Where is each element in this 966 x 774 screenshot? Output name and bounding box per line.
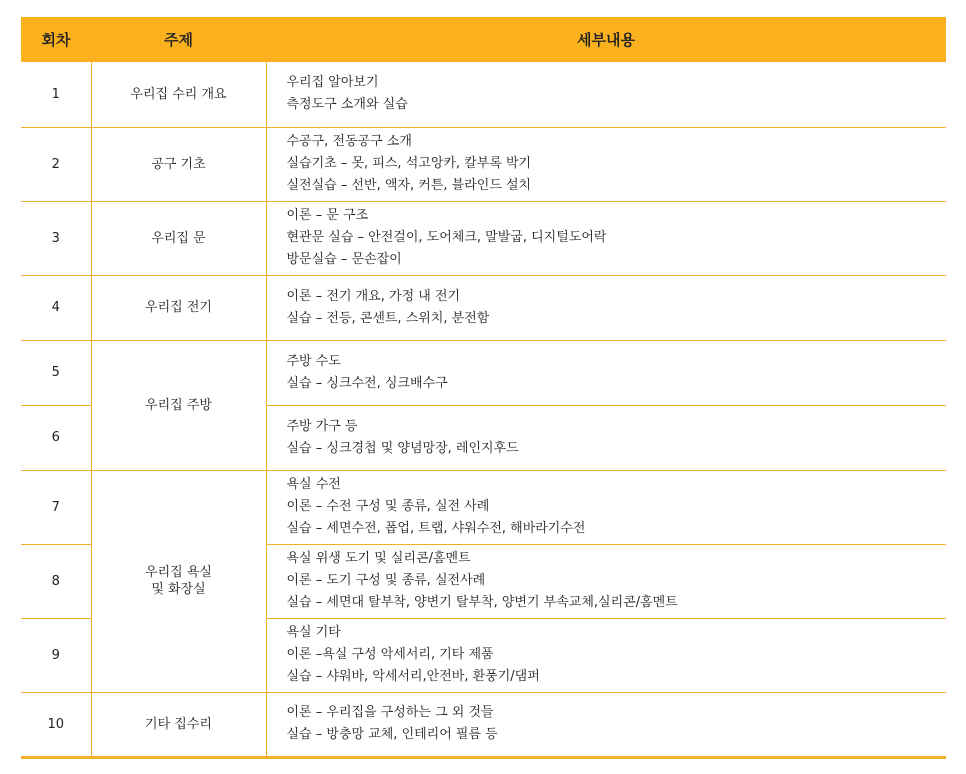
detail-line: 실습 – 세면대 탈부착, 양변기 탈부착, 양변기 부속교체,실리콘/홈멘트 <box>286 595 678 610</box>
detail-line: 현관문 실습 – 안전걸이, 도어체크, 말발굽, 디지털도어락 <box>286 230 607 245</box>
table-row <box>21 340 946 405</box>
detail-line: 욕실 위생 도기 및 실리콘/홈멘트 <box>286 551 471 566</box>
table-row <box>21 692 946 757</box>
detail-cell <box>266 201 946 275</box>
detail-line: 우리집 알아보기 <box>286 75 379 91</box>
table-row <box>21 62 946 127</box>
detail-cell <box>266 405 946 470</box>
header-session: 회차 <box>21 17 91 62</box>
topic-cell: 우리집 주방 <box>91 340 266 470</box>
session-number: 8 <box>21 544 91 618</box>
header-detail: 세부내용 <box>266 17 946 62</box>
detail-line: 실습기초 – 못, 피스, 석고앙카, 칼부록 박기 <box>286 156 532 171</box>
session-number: 9 <box>21 618 91 692</box>
detail-cell <box>266 340 946 405</box>
detail-line: 실습 – 싱크경첩 및 양념망장, 레인지후드 <box>286 440 519 456</box>
topic-cell: 우리집 전기 <box>91 275 266 340</box>
session-number: 2 <box>21 127 91 201</box>
detail-line: 측정도구 소개와 실습 <box>286 97 408 113</box>
detail-line: 욕실 기타 <box>286 625 341 640</box>
detail-cell <box>266 62 946 127</box>
detail-line: 실습 – 샤워바, 악세서리,안전바, 환풍기/댐퍼 <box>286 669 540 684</box>
curriculum-table <box>21 17 946 759</box>
detail-cell <box>266 544 946 618</box>
session-number: 3 <box>21 201 91 275</box>
curriculum-table-container <box>21 17 946 759</box>
topic-cell: 우리집 수리 개요 <box>91 62 266 127</box>
detail-line: 이론 – 도기 구성 및 종류, 실전사례 <box>286 573 486 588</box>
detail-line: 실전실습 – 선반, 액자, 커튼, 블라인드 설치 <box>286 178 532 193</box>
detail-line: 주방 가구 등 <box>286 418 358 434</box>
detail-line: 이론 – 전기 개요, 가정 내 전기 <box>286 288 461 304</box>
session-number: 5 <box>21 340 91 405</box>
detail-line: 주방 수도 <box>286 353 341 369</box>
header-topic: 주제 <box>91 17 266 62</box>
detail-line: 실습 – 전등, 콘센트, 스위치, 분전함 <box>286 310 490 326</box>
detail-cell <box>266 275 946 340</box>
session-number: 4 <box>21 275 91 340</box>
detail-line: 이론 –욕실 구성 악세서리, 기타 제품 <box>286 647 494 662</box>
detail-line: 실습 – 싱크수전, 싱크배수구 <box>286 375 448 391</box>
topic-cell <box>91 470 266 692</box>
detail-line: 수공구, 전동공구 소개 <box>286 134 412 149</box>
detail-line: 실습 – 세면수전, 폽업, 트랩, 샤워수전, 해바라기수전 <box>286 521 586 536</box>
table-row <box>21 127 946 201</box>
topic-cell: 우리집 문 <box>91 201 266 275</box>
topic-line: 및 화장실 <box>151 582 206 597</box>
session-number: 6 <box>21 405 91 470</box>
table-row <box>21 275 946 340</box>
session-number: 10 <box>21 692 91 757</box>
detail-line: 실습 – 방충망 교체, 인테리어 필름 등 <box>286 727 498 742</box>
topic-line: 우리집 욕실 <box>145 565 212 580</box>
table-row <box>21 201 946 275</box>
detail-line: 방문실습 – 문손잡이 <box>286 252 402 267</box>
session-number: 7 <box>21 470 91 544</box>
session-number: 1 <box>21 62 91 127</box>
detail-cell <box>266 127 946 201</box>
detail-line: 욕실 수전 <box>286 477 341 492</box>
detail-line: 이론 – 문 구조 <box>286 208 369 223</box>
detail-line: 이론 – 수전 구성 및 종류, 실전 사례 <box>286 499 490 514</box>
table-row <box>21 470 946 544</box>
table-header-row <box>21 17 946 62</box>
topic-cell: 기타 집수리 <box>91 692 266 757</box>
detail-cell <box>266 470 946 544</box>
topic-cell: 공구 기초 <box>91 127 266 201</box>
detail-line: 이론 – 우리집을 구성하는 그 외 것들 <box>286 705 494 720</box>
detail-cell <box>266 692 946 757</box>
detail-cell <box>266 618 946 692</box>
